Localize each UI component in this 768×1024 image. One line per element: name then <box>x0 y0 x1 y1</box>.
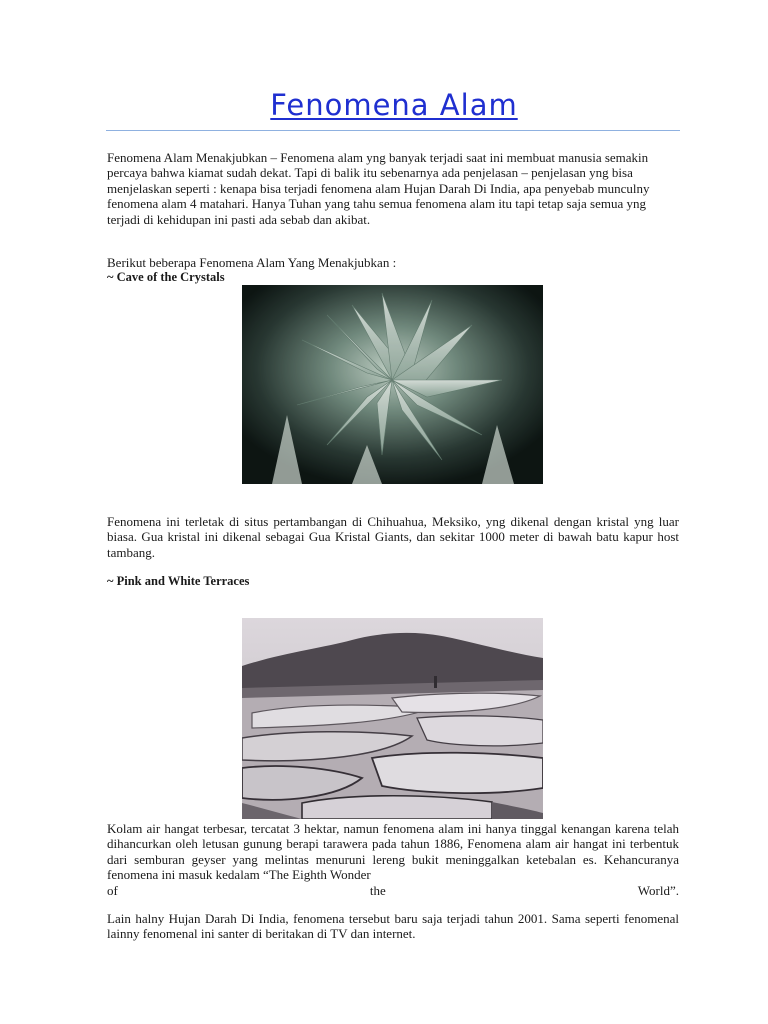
terraces-paragraph-last-line <box>107 883 679 898</box>
page-title: Fenomena Alam <box>270 88 518 122</box>
cave-of-crystals-photo <box>242 285 543 484</box>
crystals-paragraph: Fenomena ini terletak di situs pertambangan di Chihuahua, Meksiko, yng dikenal dengan kristal yng luar biasa. Gua kristal ini dikenal sebagai Gua Kristal Giants, dan sekitar 1000 meter di bawah batu kapur host tambang. <box>107 514 679 560</box>
terraces-last-word-1: of <box>107 882 118 898</box>
pink-white-terraces-photo <box>242 618 543 819</box>
terraces-paragraph-text: Kolam air hangat terbesar, tercatat 3 hektar, namun fenomena alam ini hanya tinggal kenangan karena telah dihancurkan oleh letusan gunung berapi tarawera pada tahun 1886, Fenomena alam air hangat ini terbentuk dari semburan geyser yang melintas menuruni lereng bukit meninggalkan ketebalan es. Kehancuranya fenomena ini masuk kedalam “The Eighth Wonder <box>107 821 679 883</box>
terraces-last-word-2: the <box>369 882 386 898</box>
intro-paragraph: Fenomena Alam Menakjubkan – Fenomena alam yng banyak terjadi saat ini membuat manusia semakin percaya bahwa kiamat sudah dekat. Tapi di balik itu sebenarnya ada penjelasan – penjelasan yng bisa menjelaskan seperti : kenapa bisa terjadi fenomena alam Hujan Darah Di India, apa penyebab munculny fenomena alam 4 matahari. Hanya Tuhan yang tahu semua fenomena alam itu tapi tetap saja semua yng terjadi di kehidupan ini pasti ada sebab dan akibat. <box>107 150 650 227</box>
section-heading-terraces: ~ Pink and White Terraces <box>107 574 250 588</box>
title-divider <box>106 130 680 131</box>
terraces-last-word-3: World”. <box>637 882 679 898</box>
section-heading-crystals: ~ Cave of the Crystals <box>107 270 225 284</box>
list-intro: Berikut beberapa Fenomena Alam Yang Menakjubkan : <box>107 255 397 270</box>
closing-paragraph: Lain halny Hujan Darah Di India, fenomena tersebut baru saja terjadi tahun 2001. Sama seperti fenomenal lainny fenomenal ini santer di beritakan di TV dan internet. <box>107 911 679 942</box>
terraces-paragraph <box>107 821 679 898</box>
